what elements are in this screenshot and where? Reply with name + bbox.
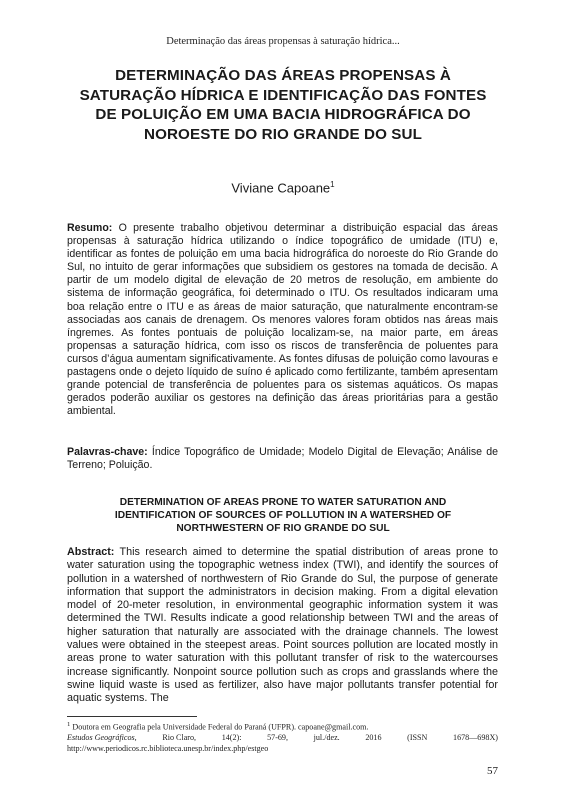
citation-journal: Estudos Geográficos,	[67, 733, 137, 743]
citation-url[interactable]: http://www.periodicos.rc.biblioteca.unesp.br/index.php/estgeo	[67, 743, 269, 753]
footnote-block	[67, 720, 498, 754]
resumo-label: Resumo:	[67, 222, 113, 234]
resumo-text: O presente trabalho objetivou determinar a distribuição espacial das áreas propensas à saturação hídrica utilizando o índice topográfico de umidade (ITU) e, identificar as fontes de poluição em uma bacia hidrográfica do noroeste do Rio Grande do Sul, no intuito de gerar informações que subsidiem os gestores na tomada de decisão. A partir de um modelo digital de elevação de 20 metros de resolução, em ambiente do sistema de informação geográfica, foi determinado o ITU. Os resultados indicaram uma boa relação entre o ITU e as áreas de maior saturação, que naturalmente encontram-se associadas aos canais de drenagem. Os menores valores foram obtidos nas áreas mais íngremes. As fontes pontuais de poluição localizam-se, na maior parte, em áreas propensas a saturação hídrica, com isso os riscos de transferência de poluentes para cursos d’água aumentam significativamente. As fontes difusas de poluição como lavouras e pastagens onde o dejeto líquido de suíno é aplicado como fertilizante, também apresentam grande potencial de transferência de poluentes para os sistemas aquáticos. Os mapas gerados poderão auxiliar os gestores na definição das áreas prioritárias para a gestão ambiental.	[67, 222, 498, 418]
footnote-divider	[67, 716, 197, 717]
abstract-text: This research aimed to determine the spatial distribution of areas prone to water saturation using the topographic wetness index (TWI), and identify the sources of pollution in a watershed of northwestern of Rio Grande do Sul, the purpose of generate information that support the administrators in decision making. From a digital elevation model of 20-meter resolution, in environmental geographic information system it was determined the TWI. Results indicate a good relationship between TWI and the areas of higher saturation that naturally are associated with the drainage channels. The lowest values were obtained in the steepest areas. Point sources pollution are located mostly in areas prone to water saturation with this pollutant transfer of risk to the watercourses increase significantly. Nonpoint source pollution such as crops and grasslands where the swine liquid waste is used as fertilizer, also have major pollutants transfer potential for aquatic systems. The	[67, 546, 498, 705]
affiliation-footnote	[67, 720, 498, 733]
citation-volume: 14(2):	[221, 733, 242, 743]
journal-citation	[67, 733, 498, 744]
author-line	[0, 180, 566, 195]
article-title: DETERMINAÇÃO DAS ÁREAS PROPENSAS À SATURAÇÃO HÍDRICA E IDENTIFICAÇÃO DAS FONTES DE POLUIÇÃO EM UMA BACIA HIDROGRÁFICA DO NOROESTE DO RIO GRANDE DO SUL	[79, 67, 487, 143]
author-footnote-mark[interactable]: 1	[330, 180, 335, 189]
footnote-number: 1	[67, 721, 71, 728]
resumo-paragraph	[67, 222, 498, 418]
citation-place: Rio Claro,	[162, 733, 197, 743]
author-name: Viviane Capoane	[231, 180, 331, 196]
keywords-text: Índice Topográfico de Umidade; Modelo Digital de Elevação; Análise de Terreno; Poluição.	[67, 446, 498, 472]
citation-pages: 57-69,	[267, 733, 288, 743]
citation-issn-open: (ISSN	[407, 733, 428, 743]
english-title: DETERMINATION OF AREAS PRONE TO WATER SATURATION AND IDENTIFICATION OF SOURCES OF POLLUTION IN A WATERSHED OF NORTHWESTERN OF RIO GRANDE DO SUL	[114, 497, 452, 534]
page-number: 57	[487, 765, 498, 777]
citation-issn-close: 1678—698X)	[453, 733, 498, 743]
citation-date: jul./dez.	[313, 733, 340, 743]
running-header: Determinação das áreas propensas à saturação hídrica...	[166, 36, 400, 47]
citation-year: 2016	[365, 733, 382, 743]
abstract-label: Abstract:	[67, 546, 115, 558]
keywords-paragraph	[67, 446, 498, 472]
abstract-paragraph	[67, 546, 498, 706]
affiliation-text: Doutora em Geografia pela Universidade Federal do Paraná (UFPR). capoane@gmail.com.	[72, 722, 369, 732]
keywords-label: Palavras-chave:	[67, 446, 148, 458]
